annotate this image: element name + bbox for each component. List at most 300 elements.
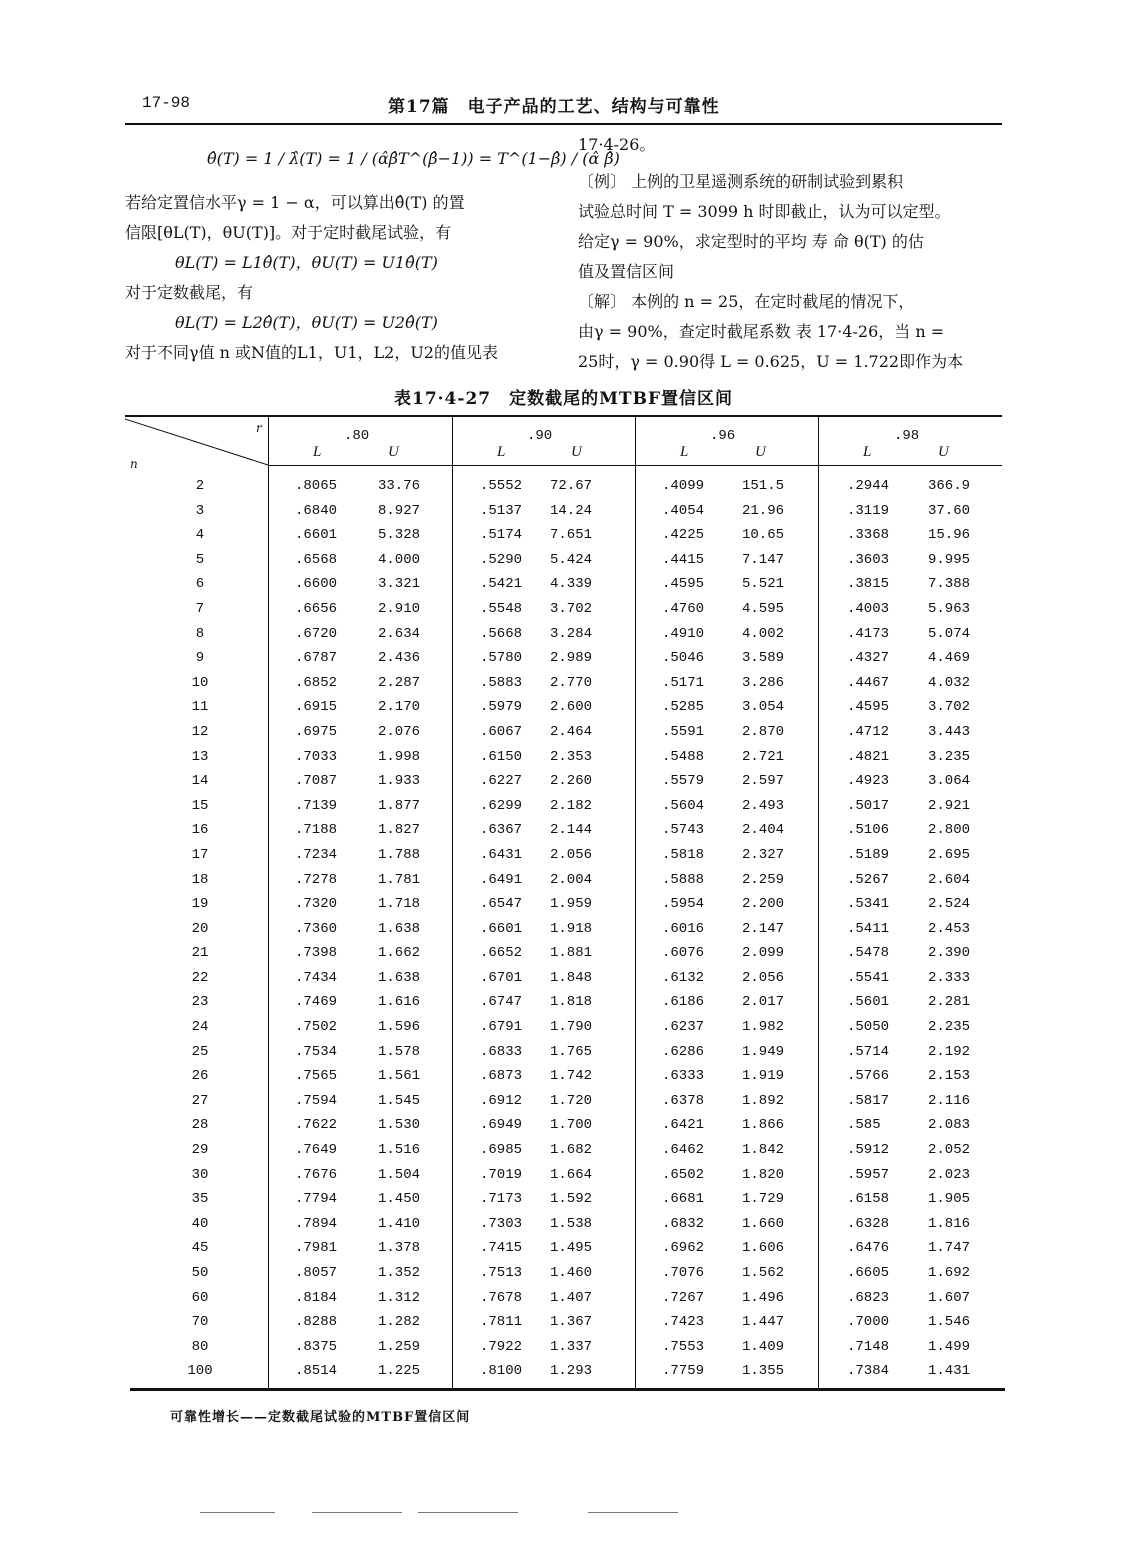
cell-l-98: .5714: [847, 1043, 890, 1060]
cell-l-80: .7534: [295, 1043, 338, 1060]
cell-l-80: .7278: [295, 871, 338, 888]
cell-row-n: 26: [191, 1068, 209, 1085]
paragraph-line: 信限[θL(T)，θU(T)]。对于定时截尾试验，有: [125, 223, 452, 242]
cell-l-98: .4923: [847, 773, 890, 790]
cell-l-80: .6787: [295, 650, 338, 667]
table-row: [125, 478, 1002, 503]
cell-u-80: 2.436: [378, 650, 421, 667]
cell-u-90: 3.284: [550, 625, 593, 642]
cell-u-90: 1.538: [550, 1215, 593, 1232]
cell-u-98: 2.192: [928, 1043, 971, 1060]
cell-row-n: 12: [191, 723, 209, 740]
table-row: [125, 1068, 1002, 1093]
cell-l-80: .6568: [295, 551, 338, 568]
cell-u-90: 1.293: [550, 1363, 593, 1380]
cell-l-80: .6975: [295, 723, 338, 740]
cell-l-80: .6852: [295, 674, 338, 691]
cell-l-96: .4099: [662, 478, 705, 494]
cell-l-98: .6823: [847, 1289, 890, 1306]
cell-u-90: 4.339: [550, 576, 593, 593]
cell-l-98: .5411: [847, 920, 890, 937]
cell-u-96: 5.521: [742, 576, 785, 593]
cell-l-96: .6832: [662, 1215, 705, 1232]
header-rule: [125, 123, 1002, 125]
cell-row-n: 16: [191, 822, 209, 839]
cell-u-98: 5.074: [928, 625, 971, 642]
group-header-96: .96: [710, 428, 736, 444]
cell-u-96: 1.606: [742, 1240, 785, 1257]
cell-l-80: .7469: [295, 994, 338, 1011]
cell-l-98: .4712: [847, 723, 890, 740]
cell-u-90: 2.260: [550, 773, 593, 790]
cell-l-80: .8514: [295, 1363, 338, 1380]
table-row: [125, 1167, 1002, 1192]
cell-l-98: .3368: [847, 527, 890, 544]
cell-row-n: 24: [191, 1019, 209, 1036]
cell-l-80: .8057: [295, 1265, 338, 1281]
table-row: [125, 847, 1002, 872]
cell-row-n: 2: [195, 478, 205, 494]
cell-l-90: .6873: [480, 1068, 523, 1085]
cell-l-98: .5189: [847, 846, 890, 863]
cell-l-80: .6601: [295, 527, 338, 544]
cell-u-90: 2.353: [550, 748, 593, 765]
cell-u-90: 2.770: [550, 674, 593, 691]
cell-l-96: .6681: [662, 1191, 705, 1208]
group-header-90: .90: [527, 428, 553, 444]
paragraph-line: 对于定数截尾，有: [125, 283, 254, 302]
cell-u-96: 21.96: [742, 502, 785, 519]
cell-l-80: .7087: [295, 773, 338, 790]
sub-header-u: U: [571, 444, 582, 460]
cell-l-96: .7076: [662, 1265, 705, 1281]
cell-l-80: .7594: [295, 1092, 338, 1109]
cell-l-80: .7981: [295, 1240, 338, 1257]
cell-u-80: 4.000: [378, 551, 421, 568]
cell-l-90: .5979: [480, 699, 523, 716]
cell-l-96: .6378: [662, 1092, 705, 1109]
cell-u-80: 1.259: [378, 1338, 421, 1355]
cell-u-80: 2.170: [378, 699, 421, 716]
cell-l-80: .7649: [295, 1142, 338, 1159]
table-row: [125, 1363, 1002, 1388]
cell-l-98: .585: [847, 1117, 881, 1134]
cell-l-96: .5488: [662, 748, 705, 765]
cell-u-98: 7.388: [928, 576, 971, 593]
cell-l-96: .4910: [662, 625, 705, 642]
cell-row-n: 18: [191, 871, 209, 888]
cell-l-96: .4054: [662, 502, 705, 519]
table-row: [125, 699, 1002, 724]
cell-u-80: 1.638: [378, 920, 421, 937]
cell-l-96: .5171: [662, 674, 705, 691]
sub-header-l: L: [313, 444, 322, 460]
cell-u-98: 2.281: [928, 994, 971, 1011]
cell-u-96: 1.409: [742, 1338, 785, 1355]
cell-l-98: .5478: [847, 945, 890, 962]
cell-u-90: 2.182: [550, 797, 593, 814]
cell-l-90: .6985: [480, 1142, 523, 1159]
example-line: 值及置信区间: [578, 262, 675, 281]
table-row: [125, 872, 1002, 897]
table-row: [125, 1314, 1002, 1339]
cell-u-98: 9.995: [928, 551, 971, 568]
corner-label-r: r: [256, 421, 262, 435]
cell-l-90: .7678: [480, 1289, 523, 1306]
cell-row-n: 28: [191, 1117, 209, 1134]
cell-l-96: .7423: [662, 1314, 705, 1331]
cell-l-80: .7676: [295, 1166, 338, 1183]
cell-l-98: .7384: [847, 1363, 890, 1380]
cell-u-80: 2.634: [378, 625, 421, 642]
paragraph-line: 对于不同γ值 n 或N值的L1，U1，L2，U2的值见表: [125, 343, 498, 362]
table-row: [125, 675, 1002, 700]
cell-l-90: .6747: [480, 994, 523, 1011]
cell-l-80: .7234: [295, 846, 338, 863]
cell-l-80: .7033: [295, 748, 338, 765]
cell-l-96: .5954: [662, 896, 705, 913]
table-bottom-rule: [130, 1388, 1005, 1391]
example-line: 〔例〕 上例的卫星遥测系统的研制试验到累积: [578, 172, 904, 191]
corner-label-n: n: [130, 457, 138, 471]
cell-u-80: 1.578: [378, 1043, 421, 1060]
table-row: [125, 798, 1002, 823]
cell-u-96: 1.866: [742, 1117, 785, 1134]
paragraph-line: 若给定置信水平γ = 1 − α，可以算出θ̂(T) 的置: [125, 193, 465, 212]
cell-u-98: 2.604: [928, 871, 971, 888]
cell-l-98: .5541: [847, 969, 890, 986]
cell-u-90: 2.989: [550, 650, 593, 667]
cell-u-96: 151.5: [742, 478, 785, 494]
cell-l-98: .3603: [847, 551, 890, 568]
cell-u-90: 1.848: [550, 969, 593, 986]
cell-l-90: .6227: [480, 773, 523, 790]
cell-l-80: .7894: [295, 1215, 338, 1232]
table-row: [125, 650, 1002, 675]
cell-l-96: .7759: [662, 1363, 705, 1380]
cell-u-96: 7.147: [742, 551, 785, 568]
cell-l-90: .5552: [480, 478, 523, 494]
cell-u-98: 2.524: [928, 896, 971, 913]
cell-row-n: 30: [191, 1166, 209, 1183]
cell-l-80: .8184: [295, 1289, 338, 1306]
cell-l-96: .5604: [662, 797, 705, 814]
cell-l-96: .6286: [662, 1043, 705, 1060]
cell-u-98: 2.333: [928, 969, 971, 986]
cell-row-n: 11: [191, 699, 209, 716]
cell-u-98: 3.702: [928, 699, 971, 716]
cell-row-n: 14: [191, 773, 209, 790]
cell-l-80: .8065: [295, 478, 338, 494]
cell-u-80: 1.312: [378, 1289, 421, 1306]
cell-l-80: .7188: [295, 822, 338, 839]
cell-u-98: 1.747: [928, 1240, 971, 1257]
cell-u-96: 2.597: [742, 773, 785, 790]
cell-l-96: .6132: [662, 969, 705, 986]
cell-l-90: .6547: [480, 896, 523, 913]
table-row: [125, 822, 1002, 847]
cell-u-96: 1.562: [742, 1265, 785, 1281]
sub-header-u: U: [755, 444, 766, 460]
cell-l-90: .5548: [480, 600, 523, 617]
cell-u-90: 1.407: [550, 1289, 593, 1306]
cell-row-n: 3: [195, 502, 205, 519]
cell-u-80: 8.927: [378, 502, 421, 519]
cell-l-90: .6833: [480, 1043, 523, 1060]
cell-row-n: 17: [191, 846, 209, 863]
cell-u-80: 1.788: [378, 846, 421, 863]
cell-l-98: .5106: [847, 822, 890, 839]
cell-l-98: .6328: [847, 1215, 890, 1232]
table-row: [125, 921, 1002, 946]
cell-l-96: .6186: [662, 994, 705, 1011]
cell-u-98: 1.692: [928, 1265, 971, 1281]
cell-u-90: 1.664: [550, 1166, 593, 1183]
page-number: 17-98: [142, 94, 191, 112]
cell-row-n: 29: [191, 1142, 209, 1159]
cell-u-80: 1.596: [378, 1019, 421, 1036]
cell-u-90: 2.004: [550, 871, 593, 888]
cell-u-98: 15.96: [928, 527, 971, 544]
cell-l-98: .3119: [847, 502, 890, 519]
cell-l-90: .6431: [480, 846, 523, 863]
cell-u-96: 1.355: [742, 1363, 785, 1380]
cell-l-96: .6076: [662, 945, 705, 962]
cell-l-90: .6067: [480, 723, 523, 740]
cell-u-96: 2.493: [742, 797, 785, 814]
table-row: [125, 576, 1002, 601]
cell-u-80: 3.321: [378, 576, 421, 593]
cell-u-98: 2.052: [928, 1142, 971, 1159]
cell-u-90: 2.056: [550, 846, 593, 863]
cell-l-90: .7922: [480, 1338, 523, 1355]
cell-u-96: 2.721: [742, 748, 785, 765]
cell-l-90: .6299: [480, 797, 523, 814]
cell-l-90: .5421: [480, 576, 523, 593]
cell-l-90: .8100: [480, 1363, 523, 1380]
cell-u-90: 2.464: [550, 723, 593, 740]
cell-l-98: .2944: [847, 478, 890, 494]
cell-l-98: .6476: [847, 1240, 890, 1257]
cell-u-90: 1.765: [550, 1043, 593, 1060]
scan-mark: [200, 1512, 275, 1513]
cell-row-n: 13: [191, 748, 209, 765]
cell-u-98: 2.083: [928, 1117, 971, 1134]
cell-row-n: 9: [195, 650, 205, 667]
cell-l-98: .6605: [847, 1265, 890, 1281]
cell-row-n: 40: [191, 1215, 209, 1232]
cell-l-80: .7622: [295, 1117, 338, 1134]
cell-u-98: 2.116: [928, 1092, 971, 1109]
table-row: [125, 1216, 1002, 1241]
cell-u-98: 1.546: [928, 1314, 971, 1331]
cell-u-90: 1.790: [550, 1019, 593, 1036]
cell-u-96: 2.017: [742, 994, 785, 1011]
cell-u-98: 1.816: [928, 1215, 971, 1232]
cell-l-96: .4415: [662, 551, 705, 568]
cell-u-80: 1.282: [378, 1314, 421, 1331]
cell-u-80: 1.616: [378, 994, 421, 1011]
cell-l-98: .4003: [847, 600, 890, 617]
solution-line: 〔解〕 本例的 n = 25，在定时截尾的情况下，: [578, 292, 915, 311]
cell-l-98: .5957: [847, 1166, 890, 1183]
cell-l-96: .5818: [662, 846, 705, 863]
formula-failure-censored: θL(T) = L2θ̂(T)，θU(T) = U2θ̂(T): [175, 313, 438, 332]
figure-caption: 可靠性增长——定数截尾试验的MTBF置信区间: [170, 1410, 471, 1425]
cell-l-96: .7553: [662, 1338, 705, 1355]
cell-u-96: 2.056: [742, 969, 785, 986]
cell-u-80: 1.827: [378, 822, 421, 839]
cell-l-80: .7565: [295, 1068, 338, 1085]
table-row: [125, 1290, 1002, 1315]
sub-header-l: L: [680, 444, 689, 460]
cell-u-90: 1.720: [550, 1092, 593, 1109]
cell-row-n: 45: [191, 1240, 209, 1257]
cell-l-98: .6158: [847, 1191, 890, 1208]
cell-row-n: 60: [191, 1289, 209, 1306]
cell-u-98: 2.453: [928, 920, 971, 937]
cell-u-80: 1.933: [378, 773, 421, 790]
sub-header-u: U: [388, 444, 399, 460]
cell-l-80: .7434: [295, 969, 338, 986]
example-line: 给定γ = 90%，求定型时的平均 寿 命 θ(T) 的估: [578, 232, 924, 251]
cell-u-96: 2.200: [742, 896, 785, 913]
cell-u-90: 1.881: [550, 945, 593, 962]
table-row: [125, 724, 1002, 749]
table-row: [125, 896, 1002, 921]
cell-u-90: 1.337: [550, 1338, 593, 1355]
cell-l-96: .6016: [662, 920, 705, 937]
cell-u-98: 1.499: [928, 1338, 971, 1355]
cell-row-n: 19: [191, 896, 209, 913]
cell-l-90: .7513: [480, 1265, 523, 1281]
cell-l-98: .3815: [847, 576, 890, 593]
cell-l-96: .6462: [662, 1142, 705, 1159]
cell-l-90: .6601: [480, 920, 523, 937]
table-row: [125, 1191, 1002, 1216]
cell-u-96: 3.286: [742, 674, 785, 691]
cell-u-96: 1.949: [742, 1043, 785, 1060]
cell-u-80: 1.545: [378, 1092, 421, 1109]
cell-l-80: .6720: [295, 625, 338, 642]
cell-row-n: 6: [195, 576, 205, 593]
cell-l-96: .4760: [662, 600, 705, 617]
cell-l-90: .6367: [480, 822, 523, 839]
cell-l-98: .5912: [847, 1142, 890, 1159]
cell-l-80: .8375: [295, 1338, 338, 1355]
cell-l-80: .6840: [295, 502, 338, 519]
cell-u-80: 2.076: [378, 723, 421, 740]
cell-u-90: 3.702: [550, 600, 593, 617]
table-row: [125, 601, 1002, 626]
cell-l-98: .5766: [847, 1068, 890, 1085]
formula-time-censored: θL(T) = L1θ̂(T)，θU(T) = U1θ̂(T): [175, 253, 438, 272]
cell-u-90: 1.918: [550, 920, 593, 937]
cell-l-98: .5817: [847, 1092, 890, 1109]
cell-u-96: 1.496: [742, 1289, 785, 1306]
paragraph-line: 17·4-26。: [578, 135, 656, 154]
cell-u-80: 1.877: [378, 797, 421, 814]
cell-u-80: 1.516: [378, 1142, 421, 1159]
cell-u-98: 2.153: [928, 1068, 971, 1085]
cell-l-80: .7398: [295, 945, 338, 962]
cell-l-96: .5579: [662, 773, 705, 790]
sub-header-l: L: [497, 444, 506, 460]
running-header: 第17篇 电子产品的工艺、结构与可靠性: [388, 97, 720, 117]
cell-l-90: .5290: [480, 551, 523, 568]
cell-u-90: 1.959: [550, 896, 593, 913]
cell-u-90: 2.144: [550, 822, 593, 839]
cell-row-n: 50: [191, 1265, 209, 1281]
cell-l-96: .6237: [662, 1019, 705, 1036]
cell-u-98: 2.695: [928, 846, 971, 863]
cell-u-80: 1.781: [378, 871, 421, 888]
table-row: [125, 1019, 1002, 1044]
cell-l-98: .5267: [847, 871, 890, 888]
group-header-80: .80: [344, 428, 370, 444]
cell-u-96: 3.589: [742, 650, 785, 667]
cell-u-96: 1.919: [742, 1068, 785, 1085]
table-row: [125, 1142, 1002, 1167]
cell-row-n: 15: [191, 797, 209, 814]
cell-u-96: 1.729: [742, 1191, 785, 1208]
cell-l-80: .7360: [295, 920, 338, 937]
cell-u-98: 4.032: [928, 674, 971, 691]
cell-l-98: .5050: [847, 1019, 890, 1036]
cell-l-80: .7139: [295, 797, 338, 814]
table-row: [125, 1265, 1002, 1290]
cell-u-80: 1.998: [378, 748, 421, 765]
cell-l-96: .6502: [662, 1166, 705, 1183]
cell-l-96: .5591: [662, 723, 705, 740]
cell-u-96: 2.259: [742, 871, 785, 888]
cell-l-98: .5341: [847, 896, 890, 913]
cell-u-96: 1.447: [742, 1314, 785, 1331]
cell-l-80: .6915: [295, 699, 338, 716]
cell-u-90: 1.818: [550, 994, 593, 1011]
cell-l-90: .6701: [480, 969, 523, 986]
cell-u-98: 37.60: [928, 502, 971, 519]
cell-u-80: 2.910: [378, 600, 421, 617]
cell-l-90: .5668: [480, 625, 523, 642]
table-row: [125, 1117, 1002, 1142]
cell-l-90: .7811: [480, 1314, 523, 1331]
cell-l-80: .8288: [295, 1314, 338, 1331]
cell-row-n: 80: [191, 1338, 209, 1355]
cell-l-90: .6652: [480, 945, 523, 962]
cell-u-80: 33.76: [378, 478, 421, 494]
cell-l-96: .4595: [662, 576, 705, 593]
cell-u-98: 3.064: [928, 773, 971, 790]
scan-mark: [418, 1512, 518, 1513]
cell-u-90: 1.367: [550, 1314, 593, 1331]
cell-u-90: 2.600: [550, 699, 593, 716]
sub-header-l: L: [863, 444, 872, 460]
cell-l-90: .7303: [480, 1215, 523, 1232]
table-body: [125, 478, 1002, 1388]
cell-u-80: 1.638: [378, 969, 421, 986]
table-row: [125, 527, 1002, 552]
cell-u-90: 1.700: [550, 1117, 593, 1134]
cell-row-n: 70: [191, 1314, 209, 1331]
cell-u-80: 1.450: [378, 1191, 421, 1208]
cell-l-98: .7148: [847, 1338, 890, 1355]
cell-u-98: 4.469: [928, 650, 971, 667]
cell-l-98: .5017: [847, 797, 890, 814]
cell-u-80: 1.561: [378, 1068, 421, 1085]
cell-row-n: 27: [191, 1092, 209, 1109]
cell-l-80: .7502: [295, 1019, 338, 1036]
